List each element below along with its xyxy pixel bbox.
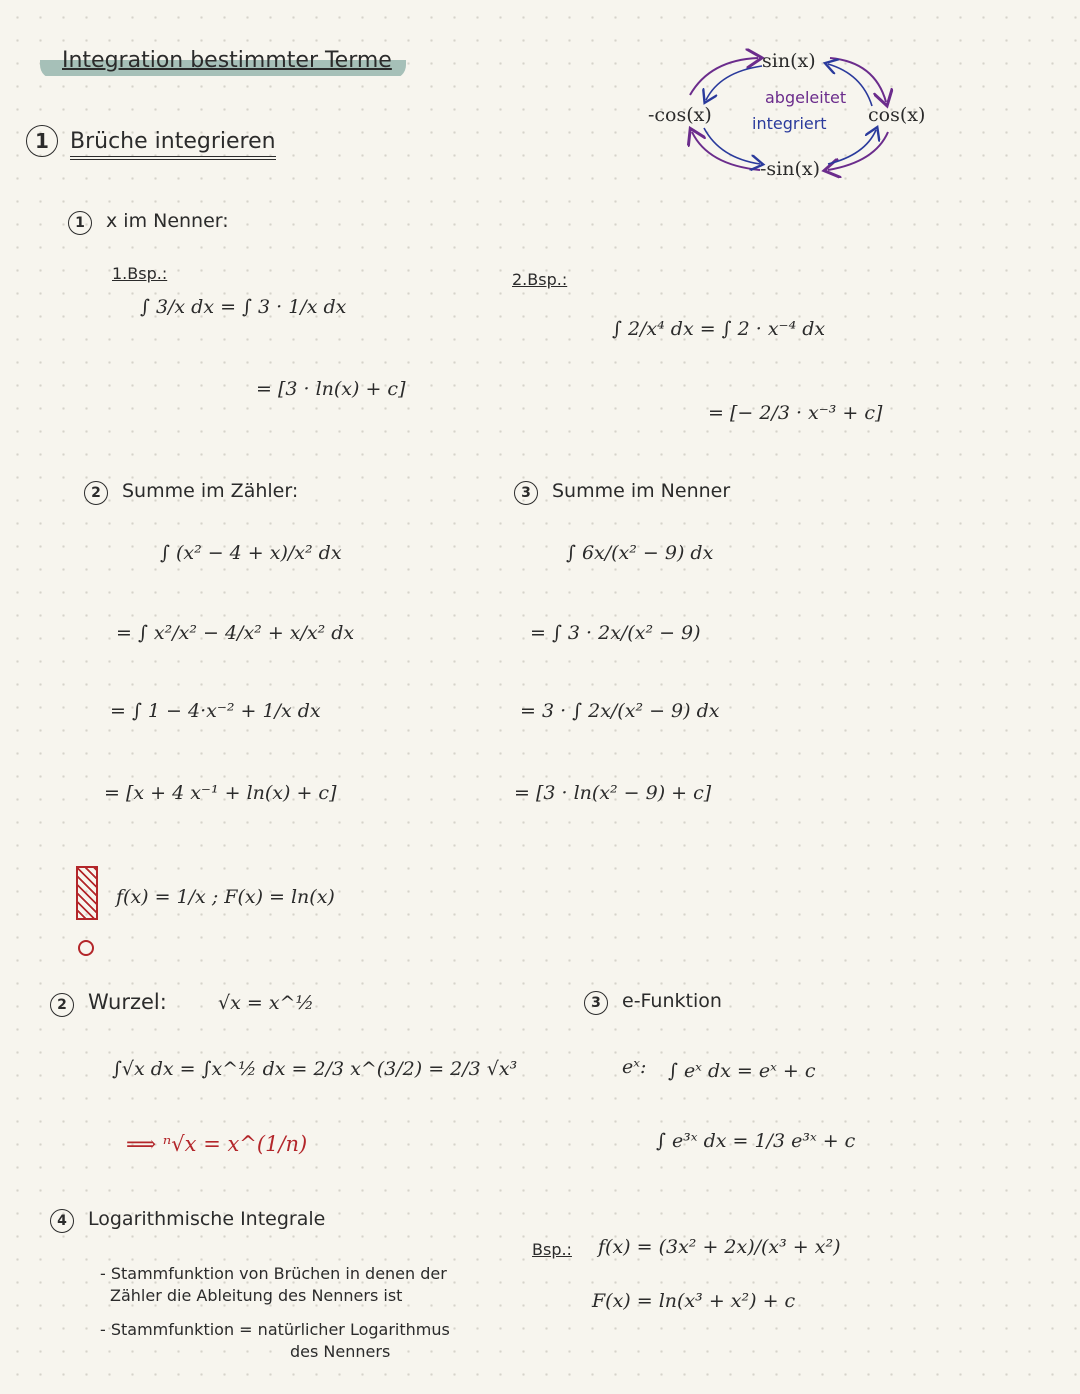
section-title: Logarithmische Integrale — [88, 1208, 326, 1230]
example-1-line-1: ∫ 3/x dx = ∫ 3 · 1/x dx — [140, 296, 347, 318]
section-4-heading — [50, 1208, 325, 1233]
section-number: 4 — [50, 1209, 74, 1233]
log-example-f: f(x) = (3x² + 2x)/(x³ + x²) — [598, 1236, 841, 1258]
log-example-F: F(x) = ln(x³ + x²) + c — [592, 1290, 796, 1312]
arrow-bottom-to-left — [692, 132, 760, 170]
sum-denominator-line-3: = 3 · ∫ 2x/(x² − 9) dx — [520, 700, 720, 722]
section-title: Wurzel: — [88, 990, 167, 1014]
example-1-line-2: = [3 · ln(x) + c] — [256, 378, 406, 400]
root-rule: √x = x^½ — [218, 992, 314, 1014]
bullet-2-line-1: - Stammfunktion = natürlicher Logarithmus — [100, 1320, 450, 1339]
sum-denominator-line-4: = [3 · ln(x² − 9) + c] — [514, 782, 712, 804]
cycle-integriert: integriert — [752, 114, 827, 133]
section-title: Brüche integrieren — [70, 129, 276, 160]
section-number: 2 — [50, 993, 74, 1017]
bullet-1-line-1: - Stammfunktion von Brüchen in denen der — [100, 1264, 447, 1283]
bullet-2-line-2: des Nenners — [290, 1342, 391, 1361]
cycle-abgeleitet: abgeleitet — [765, 88, 847, 107]
subsection-title: x im Nenner: — [106, 210, 229, 232]
bullet-1-line-2: Zähler die Ableitung des Nenners ist — [110, 1286, 403, 1305]
sum-numerator-line-4: = [x + 4 x⁻¹ + ln(x) + c] — [104, 782, 337, 804]
e-prefix: eˣ: — [622, 1056, 647, 1078]
example-2-line-2: = [− 2/3 · x⁻³ + c] — [708, 402, 883, 424]
subsection-1-1-heading — [68, 210, 229, 235]
example-2-label: 2.Bsp.: — [512, 270, 568, 289]
sum-numerator-line-2: = ∫ x²/x² − 4/x² + x/x² dx — [116, 622, 355, 644]
cycle-cos: cos(x) — [868, 104, 926, 126]
arrow-left-to-bottom — [704, 128, 760, 164]
subsection-number: 3 — [514, 481, 538, 505]
important-marker-icon — [76, 866, 98, 920]
section-number: 1 — [26, 125, 58, 157]
subsection-title: Summe im Zähler: — [122, 480, 299, 502]
note-ln-rule: f(x) = 1/x ; F(x) = ln(x) — [116, 886, 335, 908]
subsection-1-3-heading — [514, 480, 730, 505]
arrow-top-to-left — [706, 66, 762, 100]
important-dot-icon — [78, 940, 94, 956]
cycle-neg-sin: -sin(x) — [760, 158, 821, 180]
page-title: Integration bestimmter Terme — [40, 44, 406, 79]
section-3-heading — [584, 990, 722, 1015]
arrow-left-to-top — [690, 58, 758, 95]
subsection-title: Summe im Nenner — [552, 480, 731, 502]
root-integral: ∫√x dx = ∫x^½ dx = 2/3 x^(3/2) = 2/3 √x³ — [112, 1058, 518, 1080]
section-number: 3 — [584, 991, 608, 1015]
log-example-label: Bsp.: — [532, 1240, 572, 1259]
subsection-number: 2 — [84, 481, 108, 505]
section-1-heading — [26, 125, 276, 157]
e-integral-1: ∫ eˣ dx = eˣ + c — [668, 1060, 816, 1082]
sum-numerator-line-1: ∫ (x² − 4 + x)/x² dx — [160, 542, 342, 564]
example-1-label: 1.Bsp.: — [112, 264, 168, 283]
sum-numerator-line-3: = ∫ 1 − 4·x⁻² + 1/x dx — [110, 700, 321, 722]
section-2-heading — [50, 990, 167, 1017]
arrow-bottom-to-right — [828, 130, 876, 164]
sum-denominator-line-2: = ∫ 3 · 2x/(x² − 9) — [530, 622, 701, 644]
section-title: e-Funktion — [622, 990, 722, 1012]
subsection-number: 1 — [68, 211, 92, 235]
example-2-line-1: ∫ 2/x⁴ dx = ∫ 2 · x⁻⁴ dx — [612, 318, 826, 340]
nth-root-rule: ⟹ ⁿ√x = x^(1/n) — [126, 1132, 308, 1156]
cycle-sin: sin(x) — [762, 50, 816, 72]
cycle-neg-cos: -cos(x) — [648, 104, 712, 126]
subsection-1-2-heading — [84, 480, 298, 505]
e-integral-2: ∫ e³ˣ dx = 1/3 e³ˣ + c — [656, 1130, 856, 1152]
sum-denominator-line-1: ∫ 6x/(x² − 9) dx — [566, 542, 714, 564]
